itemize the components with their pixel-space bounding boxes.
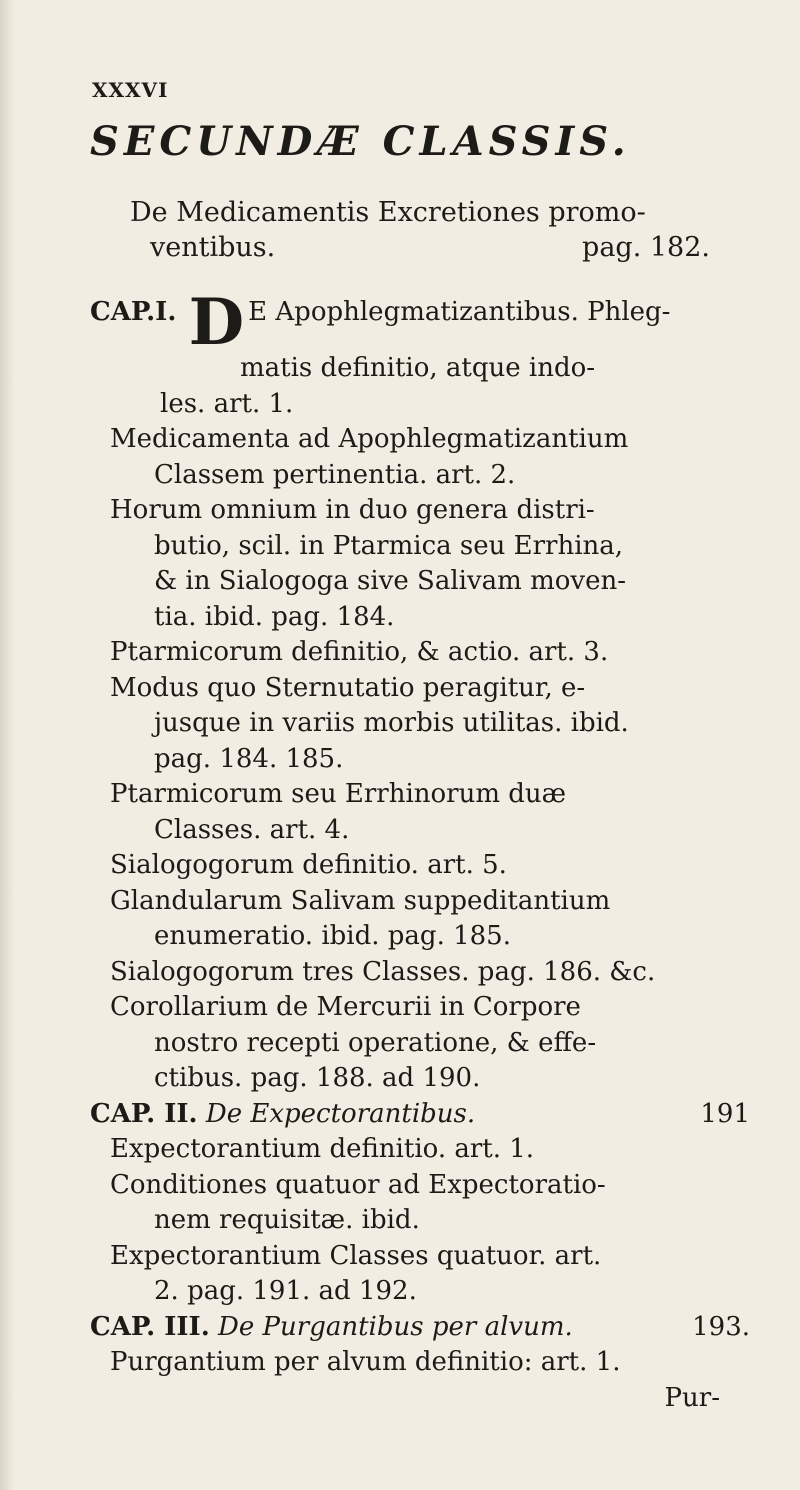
entry-line: Modus quo Sternutatio peragitur, e- (110, 672, 586, 703)
chapter-2-title: De Expectorantibus. (205, 1098, 476, 1129)
entry-line: nostro recepti operatione, & effe- (154, 1027, 597, 1058)
entry-line: Sialogogorum tres Classes. pag. 186. &c. (110, 956, 656, 987)
entry-line: Ptarmicorum definitio, & actio. art. 3. (110, 637, 609, 667)
section-title: SECUNDÆ CLASSIS. (90, 118, 631, 165)
entry-line: nem requisitæ. ibid. (154, 1205, 420, 1235)
chapter-2 (90, 1097, 750, 1310)
entry-line: Ptarmicorum seu Errhinorum duæ (110, 779, 567, 809)
entry-line: Conditiones quatuor ad Expectoratio- (110, 1169, 606, 1200)
chapter-1-heading (90, 285, 750, 360)
entry (90, 493, 750, 635)
entry (90, 671, 750, 778)
chapter-3 (90, 1310, 750, 1381)
entry (90, 422, 750, 493)
intro-line-2-page: pag. 182. (582, 232, 710, 263)
entry-line: & in Sialogoga sive Salivam moven- (154, 566, 626, 596)
entry-line: Classem pertinentia. art. 2. (154, 459, 516, 490)
entry-line: Medicamenta ad Apophlegmatizantium (110, 424, 629, 454)
entry-line: Sialogogorum definitio. art. 5. (110, 850, 507, 880)
intro-line-1: De Medicamentis Excretiones promo- (130, 197, 646, 228)
entry (90, 1239, 750, 1310)
entry (90, 848, 750, 884)
entry-line: ctibus. pag. 188. ad 190. (154, 1063, 481, 1093)
entry (90, 777, 750, 848)
chapter-2-heading (90, 1097, 750, 1133)
entry (90, 1132, 750, 1168)
entry-line: Expectorantium definitio. art. 1. (110, 1134, 535, 1164)
entry-line: butio, scil. in Ptarmica seu Errhina, (154, 530, 624, 561)
catchword: Pur- (664, 1382, 720, 1413)
entry-line: enumeratio. ibid. pag. 185. (154, 921, 511, 951)
entry-line: Glandularum Salivam suppeditantium (110, 885, 611, 916)
chapter-1-title-3: les. art. 1. (160, 388, 294, 419)
chapter-1-label: CAP.I. (90, 297, 177, 327)
entry-line: Classes. art. 4. (154, 814, 350, 845)
chapter-3-page: 193. (692, 1311, 750, 1342)
chapter-1 (90, 285, 750, 1097)
entry-line: jusque in variis morbis utilitas. ibid. (154, 708, 629, 738)
entry-line: Purgantium per alvum definitio: art. 1. (110, 1347, 621, 1377)
chapter-1-dropcap: D (188, 285, 245, 360)
chapter-3-label: CAP. III. (90, 1311, 210, 1342)
chapter-1-title-1: E Apophlegmatizantibus. Phleg- (248, 297, 671, 327)
entry (90, 990, 750, 1097)
entry-line: tia. ibid. pag. 184. (154, 601, 395, 632)
section-intro (130, 195, 750, 265)
chapter-3-title: De Purgantibus per alvum. (218, 1311, 573, 1342)
intro-line-2-text: ventibus. (150, 232, 276, 263)
entry-line: 2. pag. 191. ad 192. (154, 1276, 417, 1306)
entry (90, 955, 750, 991)
entry-line: Horum omnium in duo genera distri- (110, 495, 595, 525)
entry (90, 884, 750, 955)
entry-line: Corollarium de Mercurii in Corpore (110, 992, 581, 1022)
page-gutter (0, 0, 14, 1490)
chapter-2-label: CAP. II. (90, 1098, 198, 1129)
intro-line-2 (130, 230, 710, 265)
chapter-3-heading (90, 1310, 750, 1346)
chapter-1-title-2: matis definitio, atque indo- (240, 353, 596, 383)
page-content (90, 285, 750, 1416)
chapter-2-page: 191 (700, 1098, 750, 1129)
page-number: XXXVI (92, 78, 169, 102)
entry (90, 1168, 750, 1239)
entry-line: pag. 184. 185. (154, 743, 344, 774)
entry (90, 1345, 750, 1381)
entry (90, 635, 750, 671)
entry-line: Expectorantium Classes quatuor. art. (110, 1240, 602, 1271)
